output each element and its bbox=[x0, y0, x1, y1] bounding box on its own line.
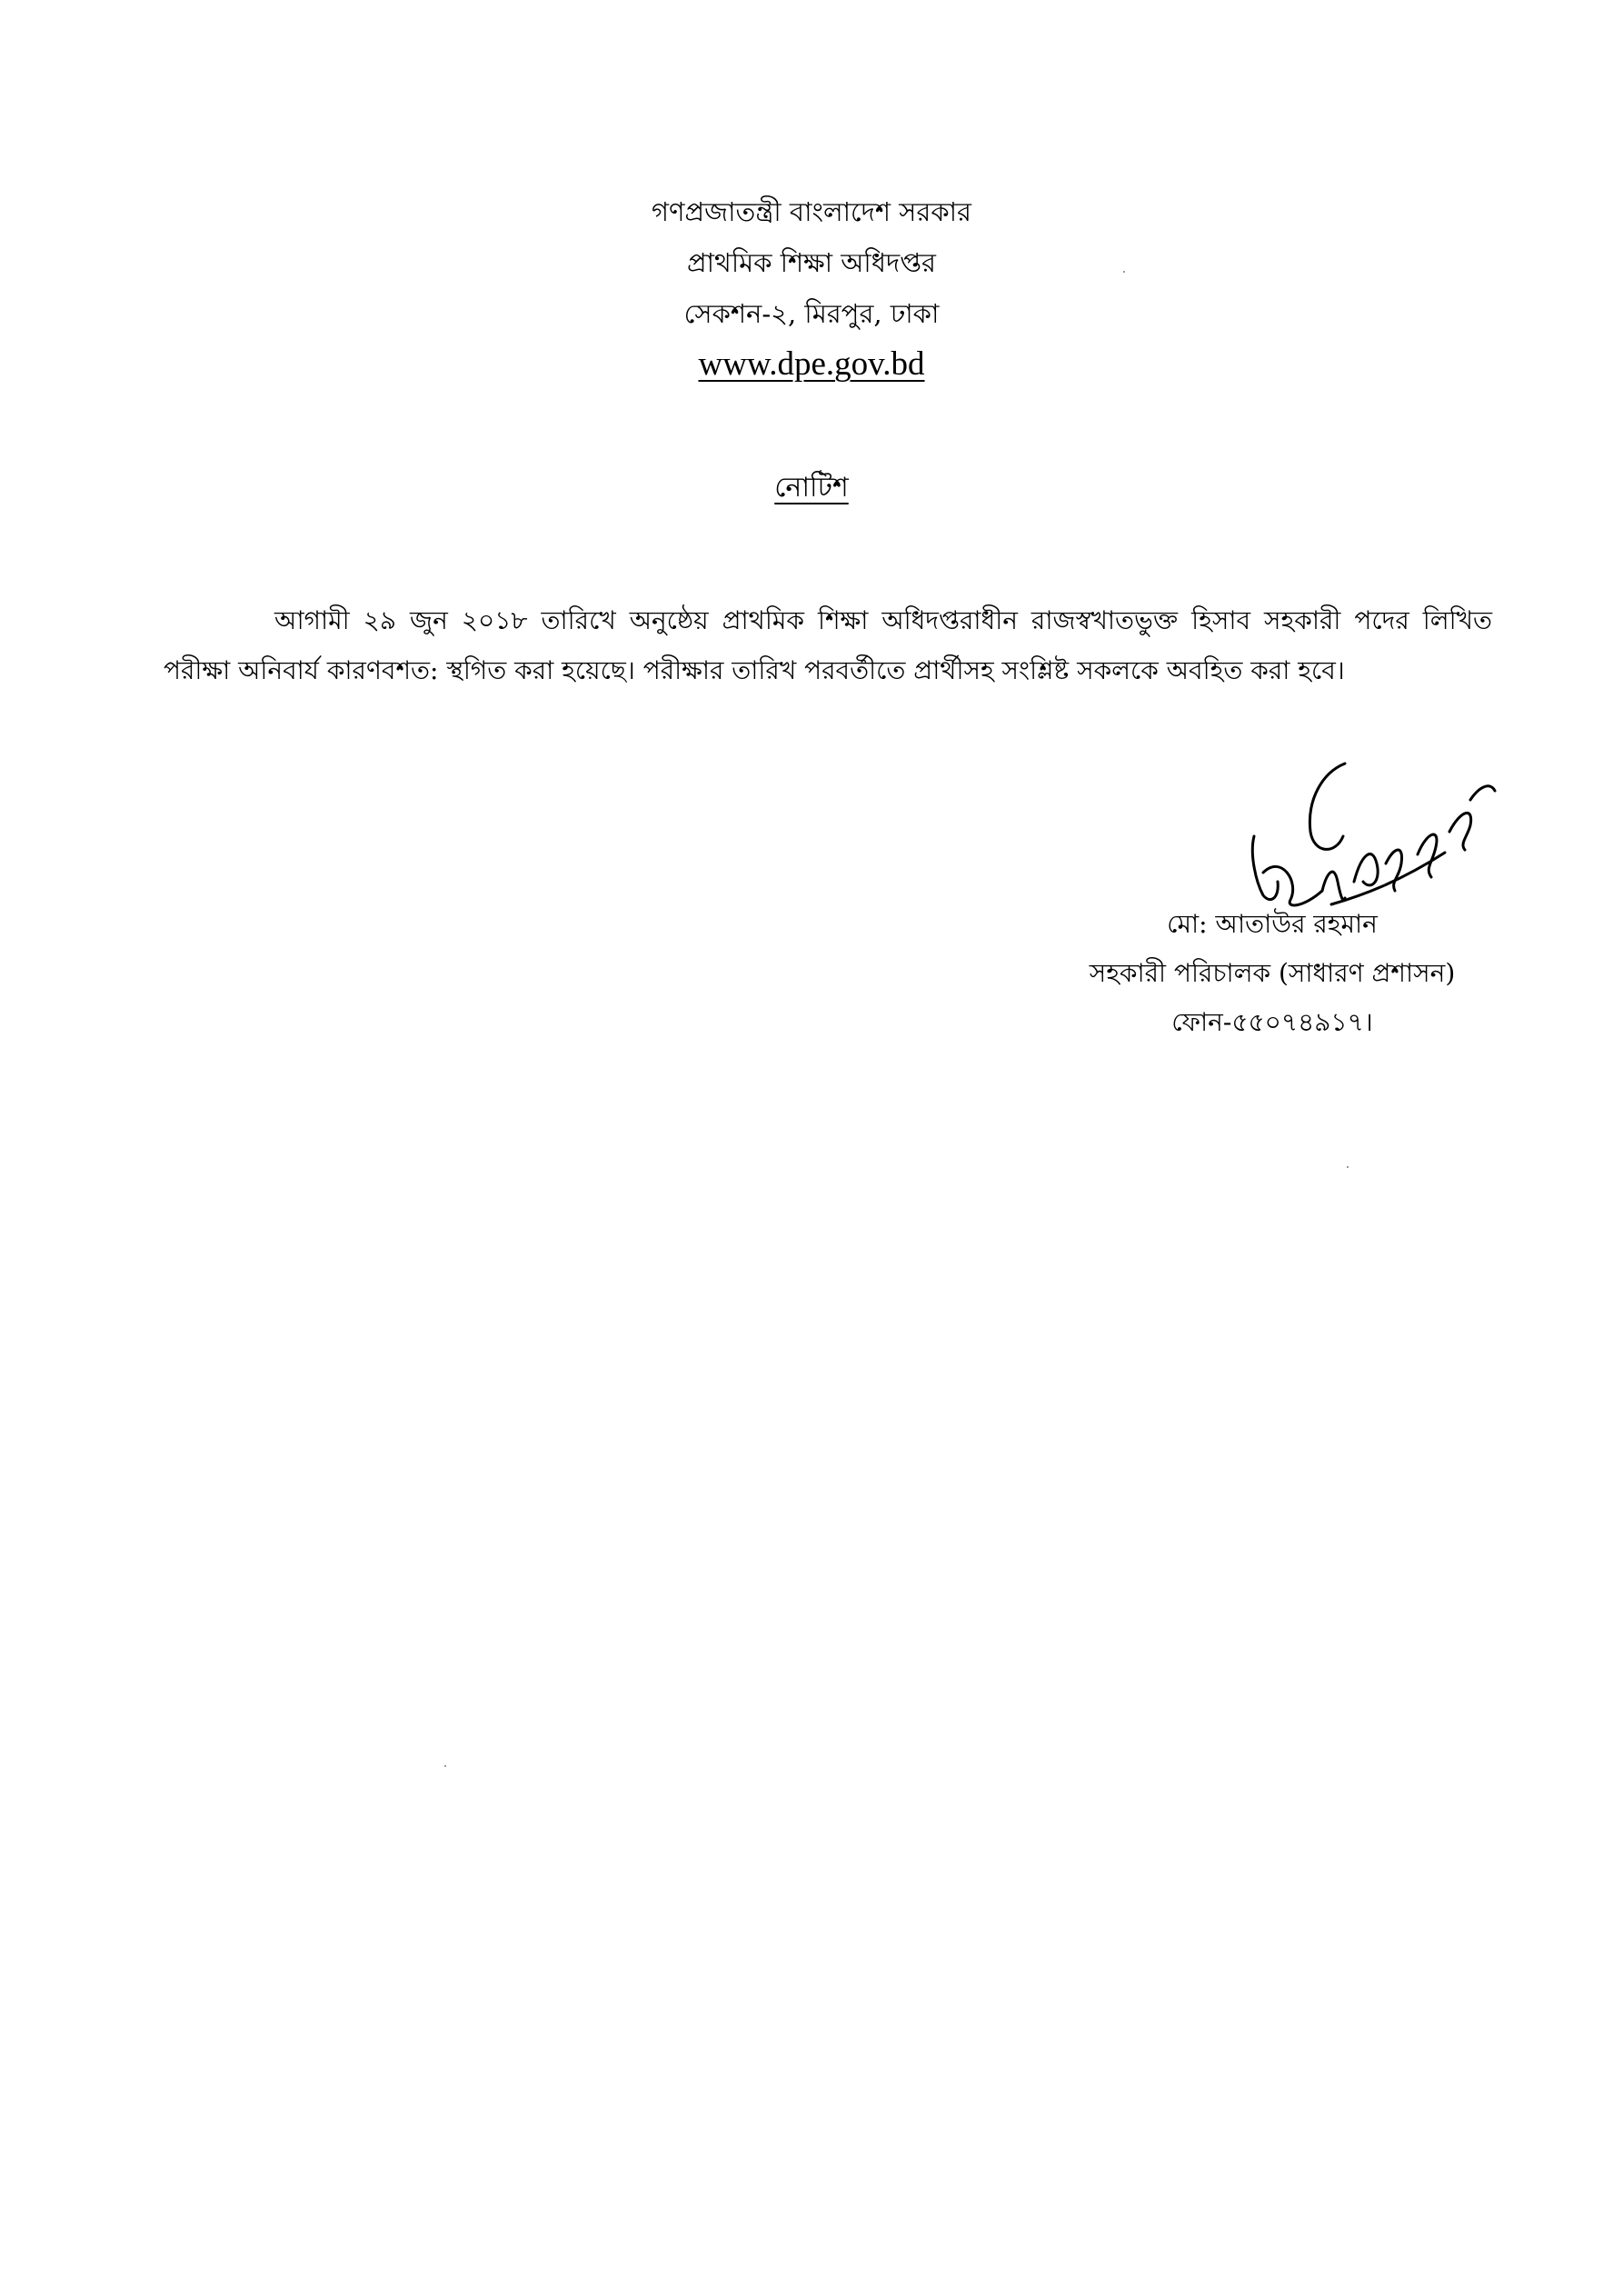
notice-heading bbox=[0, 465, 1623, 511]
website-link[interactable]: www.dpe.gov.bd bbox=[698, 345, 925, 383]
scan-speck bbox=[444, 1765, 446, 1767]
signatory-name: মো: আতাউর রহমান bbox=[1167, 909, 1378, 939]
signatory-designation: সহকারী পরিচালক (সাধারণ প্রশাসন) bbox=[1089, 958, 1456, 988]
scan-speck bbox=[1347, 1166, 1349, 1168]
government-name: গণপ্রজাতন্ত্রী বাংলাদেশ সরকার bbox=[651, 196, 972, 227]
scan-speck bbox=[1123, 271, 1125, 273]
notice-body: আগামী ২৯ জুন ২০১৮ তারিখে অনুষ্ঠেয় প্রাথমিক শিক্ষা অধিদপ্তরাধীন রাজস্বখাতভুক্ত হিসাব সহকারী পদের লিখিত পরীক্ষা অনিবার্য কারণবশত: স্থগিত করা হয়েছে। পরীক্ষার তারিখ পরবর্তীতে প্রার্থীসহ সংশ্লিষ্ট সকলকে অবহিত করা হবে। bbox=[164, 605, 1492, 685]
letterhead bbox=[0, 186, 1623, 391]
directorate-name: প্রাথমিক শিক্ষা অধিদপ্তর bbox=[686, 247, 936, 278]
signatory-phone: ফোন-৫৫০৭৪৯১৭। bbox=[1171, 1007, 1373, 1037]
office-address: সেকশন-২, মিরপুর, ঢাকা bbox=[683, 298, 940, 329]
signatory-block bbox=[1027, 900, 1518, 1047]
notice-title: নোটিশ bbox=[774, 472, 849, 504]
